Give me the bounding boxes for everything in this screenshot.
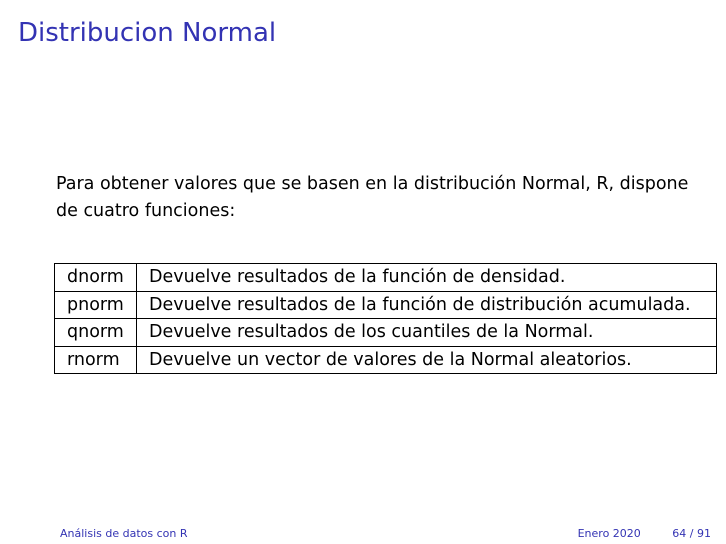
function-name: pnorm (55, 291, 137, 319)
page-number: 64 / 91 (672, 527, 711, 540)
function-description: Devuelve un vector de valores de la Normal aleatorios. (137, 346, 717, 374)
functions-table (54, 263, 717, 374)
function-description: Devuelve resultados de los cuantiles de la Normal. (137, 319, 717, 347)
function-name: qnorm (55, 319, 137, 347)
table-row (55, 346, 717, 374)
function-description: Devuelve resultados de la función de distribución acumulada. (137, 291, 717, 319)
footer-info (578, 527, 711, 540)
function-name: dnorm (55, 264, 137, 292)
intro-paragraph: Para obtener valores que se basen en la distribución Normal, R, dispone de cuatro funciones: (56, 174, 689, 221)
table-row (55, 319, 717, 347)
footer-course: Análisis de datos con R (60, 527, 188, 540)
footer-date: Enero 2020 (577, 527, 641, 540)
function-description: Devuelve resultados de la función de densidad. (137, 264, 717, 292)
table-row (55, 291, 717, 319)
table-row (55, 264, 717, 292)
slide-title: Distribucion Normal (18, 18, 277, 48)
function-name: rnorm (55, 346, 137, 374)
